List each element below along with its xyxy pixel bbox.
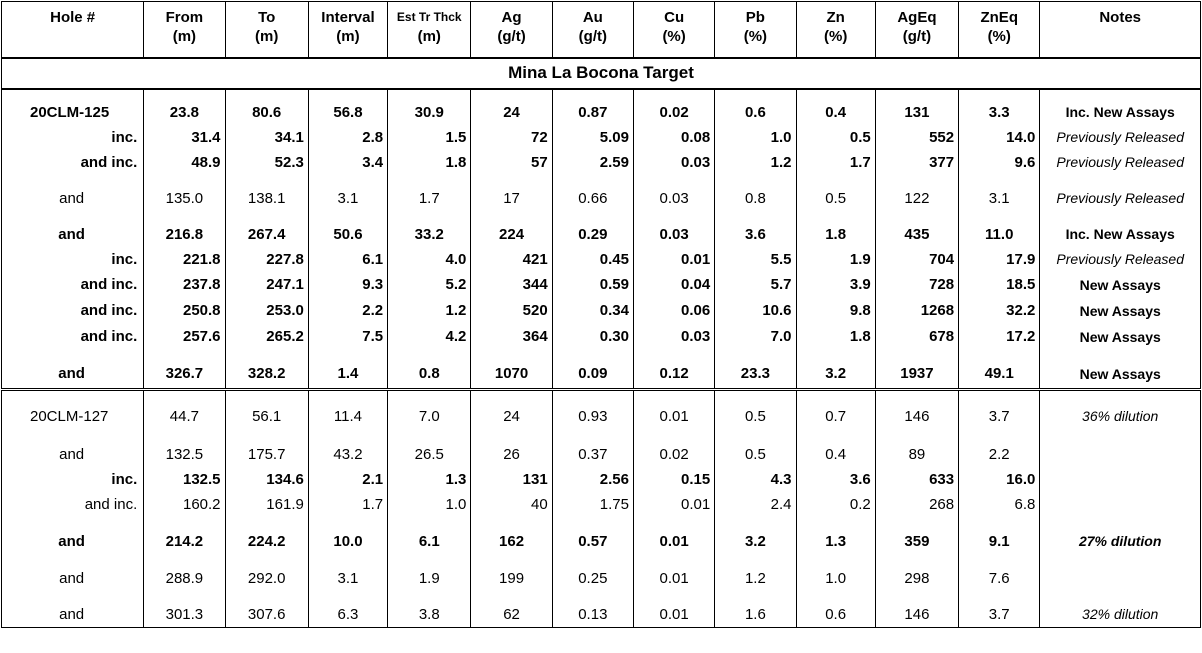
ageq-cell: 633 [875, 467, 958, 492]
ageq-cell: 131 [875, 89, 958, 125]
interval-cell: 6.3 [308, 592, 387, 628]
notes-cell: 27% dilution [1040, 517, 1201, 556]
hole-cell: inc. [2, 125, 144, 150]
zn-cell: 1.8 [796, 324, 875, 350]
cu-cell: 0.01 [633, 556, 714, 592]
ageq-cell: 89 [875, 432, 958, 467]
col-notes: Notes [1040, 2, 1201, 58]
table-row [2, 324, 1201, 350]
thickness-cell: 1.9 [388, 556, 471, 592]
zn-cell: 0.4 [796, 432, 875, 467]
interval-cell: 3.1 [308, 175, 387, 212]
col-cu: Cu (%) [633, 2, 714, 58]
cu-cell: 0.06 [633, 298, 714, 324]
ageq-cell: 146 [875, 390, 958, 432]
hole-cell: and [2, 517, 144, 556]
zneq-cell: 9.1 [959, 517, 1040, 556]
notes-cell [1040, 432, 1201, 467]
cu-cell: 0.01 [633, 390, 714, 432]
thickness-cell: 6.1 [388, 517, 471, 556]
table-row [2, 175, 1201, 212]
interval-cell: 2.2 [308, 298, 387, 324]
table-row [2, 298, 1201, 324]
notes-cell [1040, 556, 1201, 592]
section-title: Mina La Bocona Target [2, 58, 1201, 89]
hole-cell: and [2, 175, 144, 212]
notes-cell: 32% dilution [1040, 592, 1201, 628]
ag-cell: 131 [471, 467, 552, 492]
zn-cell: 0.4 [796, 89, 875, 125]
interval-cell: 50.6 [308, 212, 387, 247]
col-from: From (m) [144, 2, 225, 58]
from-cell: 257.6 [144, 324, 225, 350]
col-est-thickness: Est Tr Thck (m) [388, 2, 471, 58]
au-cell: 1.75 [552, 492, 633, 517]
zn-cell: 1.9 [796, 247, 875, 272]
to-cell: 80.6 [225, 89, 308, 125]
thickness-cell: 1.2 [388, 298, 471, 324]
au-cell: 0.37 [552, 432, 633, 467]
thickness-cell: 7.0 [388, 390, 471, 432]
zneq-cell: 17.9 [959, 247, 1040, 272]
hole-cell: and inc. [2, 492, 144, 517]
au-cell: 0.45 [552, 247, 633, 272]
from-cell: 221.8 [144, 247, 225, 272]
au-cell: 0.59 [552, 272, 633, 298]
pb-cell: 10.6 [715, 298, 796, 324]
col-hole: Hole # [2, 2, 144, 58]
zn-cell: 0.5 [796, 175, 875, 212]
from-cell: 48.9 [144, 150, 225, 175]
to-cell: 134.6 [225, 467, 308, 492]
from-cell: 250.8 [144, 298, 225, 324]
au-cell: 2.59 [552, 150, 633, 175]
zneq-cell: 14.0 [959, 125, 1040, 150]
cu-cell: 0.12 [633, 350, 714, 390]
thickness-cell: 30.9 [388, 89, 471, 125]
section-row [2, 58, 1201, 89]
cu-cell: 0.02 [633, 432, 714, 467]
cu-cell: 0.01 [633, 247, 714, 272]
interval-cell: 3.1 [308, 556, 387, 592]
table-header [2, 2, 1201, 58]
zneq-cell: 16.0 [959, 467, 1040, 492]
pb-cell: 2.4 [715, 492, 796, 517]
from-cell: 326.7 [144, 350, 225, 390]
zn-cell: 1.3 [796, 517, 875, 556]
zn-cell: 0.7 [796, 390, 875, 432]
table-row [2, 150, 1201, 175]
table-row [2, 89, 1201, 125]
from-cell: 288.9 [144, 556, 225, 592]
pb-cell: 5.5 [715, 247, 796, 272]
table-row [2, 467, 1201, 492]
interval-cell: 2.1 [308, 467, 387, 492]
cu-cell: 0.03 [633, 212, 714, 247]
cu-cell: 0.03 [633, 150, 714, 175]
col-interval: Interval (m) [308, 2, 387, 58]
interval-cell: 11.4 [308, 390, 387, 432]
interval-cell: 7.5 [308, 324, 387, 350]
table-row [2, 247, 1201, 272]
zn-cell: 3.2 [796, 350, 875, 390]
au-cell: 0.30 [552, 324, 633, 350]
ageq-cell: 1937 [875, 350, 958, 390]
from-cell: 214.2 [144, 517, 225, 556]
to-cell: 292.0 [225, 556, 308, 592]
cu-cell: 0.01 [633, 592, 714, 628]
zneq-cell: 6.8 [959, 492, 1040, 517]
from-cell: 44.7 [144, 390, 225, 432]
to-cell: 307.6 [225, 592, 308, 628]
notes-cell: 36% dilution [1040, 390, 1201, 432]
pb-cell: 0.8 [715, 175, 796, 212]
notes-cell: New Assays [1040, 324, 1201, 350]
to-cell: 265.2 [225, 324, 308, 350]
hole-cell: inc. [2, 467, 144, 492]
au-cell: 0.57 [552, 517, 633, 556]
ag-cell: 520 [471, 298, 552, 324]
zneq-cell: 32.2 [959, 298, 1040, 324]
ageq-cell: 552 [875, 125, 958, 150]
hole-cell: inc. [2, 247, 144, 272]
ag-cell: 199 [471, 556, 552, 592]
col-ag: Ag (g/t) [471, 2, 552, 58]
zn-cell: 3.9 [796, 272, 875, 298]
ag-cell: 421 [471, 247, 552, 272]
from-cell: 160.2 [144, 492, 225, 517]
thickness-cell: 1.0 [388, 492, 471, 517]
ageq-cell: 359 [875, 517, 958, 556]
ageq-cell: 268 [875, 492, 958, 517]
zneq-cell: 2.2 [959, 432, 1040, 467]
table-row [2, 556, 1201, 592]
from-cell: 135.0 [144, 175, 225, 212]
zneq-cell: 3.7 [959, 592, 1040, 628]
ag-cell: 57 [471, 150, 552, 175]
to-cell: 227.8 [225, 247, 308, 272]
ag-cell: 62 [471, 592, 552, 628]
from-cell: 132.5 [144, 432, 225, 467]
hole-cell: and [2, 212, 144, 247]
from-cell: 23.8 [144, 89, 225, 125]
hole-cell: and [2, 592, 144, 628]
zneq-cell: 7.6 [959, 556, 1040, 592]
au-cell: 0.93 [552, 390, 633, 432]
pb-cell: 5.7 [715, 272, 796, 298]
hole-cell: and [2, 432, 144, 467]
cu-cell: 0.08 [633, 125, 714, 150]
table-row [2, 125, 1201, 150]
thickness-cell: 4.0 [388, 247, 471, 272]
thickness-cell: 5.2 [388, 272, 471, 298]
hole-cell: 20CLM-127 [2, 390, 144, 432]
pb-cell: 1.6 [715, 592, 796, 628]
thickness-cell: 1.5 [388, 125, 471, 150]
table-row [2, 350, 1201, 390]
zn-cell: 3.6 [796, 467, 875, 492]
ag-cell: 224 [471, 212, 552, 247]
pb-cell: 0.6 [715, 89, 796, 125]
ageq-cell: 704 [875, 247, 958, 272]
from-cell: 301.3 [144, 592, 225, 628]
interval-cell: 10.0 [308, 517, 387, 556]
assay-results-table [1, 1, 1201, 628]
col-to: To (m) [225, 2, 308, 58]
hole-cell: and [2, 556, 144, 592]
zneq-cell: 3.1 [959, 175, 1040, 212]
thickness-cell: 4.2 [388, 324, 471, 350]
notes-cell: Inc. New Assays [1040, 89, 1201, 125]
notes-cell: Previously Released [1040, 150, 1201, 175]
ag-cell: 40 [471, 492, 552, 517]
ageq-cell: 1268 [875, 298, 958, 324]
pb-cell: 1.2 [715, 556, 796, 592]
from-cell: 132.5 [144, 467, 225, 492]
notes-cell: New Assays [1040, 298, 1201, 324]
zn-cell: 0.5 [796, 125, 875, 150]
ag-cell: 24 [471, 390, 552, 432]
col-zn: Zn (%) [796, 2, 875, 58]
interval-cell: 9.3 [308, 272, 387, 298]
zneq-cell: 17.2 [959, 324, 1040, 350]
table-row [2, 492, 1201, 517]
ageq-cell: 122 [875, 175, 958, 212]
au-cell: 0.34 [552, 298, 633, 324]
from-cell: 237.8 [144, 272, 225, 298]
table-row [2, 212, 1201, 247]
hole-cell: and inc. [2, 324, 144, 350]
thickness-cell: 0.8 [388, 350, 471, 390]
hole-cell: 20CLM-125 [2, 89, 144, 125]
zneq-cell: 49.1 [959, 350, 1040, 390]
interval-cell: 43.2 [308, 432, 387, 467]
au-cell: 5.09 [552, 125, 633, 150]
zn-cell: 1.0 [796, 556, 875, 592]
pb-cell: 23.3 [715, 350, 796, 390]
thickness-cell: 26.5 [388, 432, 471, 467]
ag-cell: 344 [471, 272, 552, 298]
pb-cell: 0.5 [715, 390, 796, 432]
table-row [2, 432, 1201, 467]
notes-cell: New Assays [1040, 350, 1201, 390]
pb-cell: 4.3 [715, 467, 796, 492]
thickness-cell: 33.2 [388, 212, 471, 247]
notes-cell [1040, 492, 1201, 517]
zn-cell: 1.7 [796, 150, 875, 175]
notes-cell: Inc. New Assays [1040, 212, 1201, 247]
ageq-cell: 377 [875, 150, 958, 175]
notes-cell [1040, 467, 1201, 492]
ageq-cell: 146 [875, 592, 958, 628]
to-cell: 247.1 [225, 272, 308, 298]
to-cell: 253.0 [225, 298, 308, 324]
notes-cell: Previously Released [1040, 247, 1201, 272]
interval-cell: 1.7 [308, 492, 387, 517]
zneq-cell: 11.0 [959, 212, 1040, 247]
ag-cell: 24 [471, 89, 552, 125]
zneq-cell: 3.7 [959, 390, 1040, 432]
cu-cell: 0.15 [633, 467, 714, 492]
cu-cell: 0.01 [633, 492, 714, 517]
zn-cell: 0.6 [796, 592, 875, 628]
ageq-cell: 678 [875, 324, 958, 350]
interval-cell: 56.8 [308, 89, 387, 125]
zn-cell: 0.2 [796, 492, 875, 517]
zn-cell: 9.8 [796, 298, 875, 324]
thickness-cell: 1.7 [388, 175, 471, 212]
ageq-cell: 728 [875, 272, 958, 298]
col-au: Au (g/t) [552, 2, 633, 58]
interval-cell: 2.8 [308, 125, 387, 150]
to-cell: 34.1 [225, 125, 308, 150]
to-cell: 267.4 [225, 212, 308, 247]
hole-cell: and inc. [2, 150, 144, 175]
notes-cell: Previously Released [1040, 125, 1201, 150]
au-cell: 0.09 [552, 350, 633, 390]
cu-cell: 0.03 [633, 324, 714, 350]
cu-cell: 0.03 [633, 175, 714, 212]
au-cell: 0.29 [552, 212, 633, 247]
interval-cell: 6.1 [308, 247, 387, 272]
pb-cell: 7.0 [715, 324, 796, 350]
table-row [2, 592, 1201, 628]
ag-cell: 26 [471, 432, 552, 467]
ag-cell: 162 [471, 517, 552, 556]
notes-cell: New Assays [1040, 272, 1201, 298]
zneq-cell: 9.6 [959, 150, 1040, 175]
table-body [2, 58, 1201, 628]
pb-cell: 1.2 [715, 150, 796, 175]
thickness-cell: 1.3 [388, 467, 471, 492]
hole-cell: and inc. [2, 298, 144, 324]
from-cell: 216.8 [144, 212, 225, 247]
interval-cell: 3.4 [308, 150, 387, 175]
to-cell: 328.2 [225, 350, 308, 390]
hole-cell: and inc. [2, 272, 144, 298]
hole-cell: and [2, 350, 144, 390]
to-cell: 175.7 [225, 432, 308, 467]
ageq-cell: 298 [875, 556, 958, 592]
notes-cell: Previously Released [1040, 175, 1201, 212]
from-cell: 31.4 [144, 125, 225, 150]
to-cell: 161.9 [225, 492, 308, 517]
to-cell: 52.3 [225, 150, 308, 175]
pb-cell: 3.2 [715, 517, 796, 556]
thickness-cell: 3.8 [388, 592, 471, 628]
ag-cell: 364 [471, 324, 552, 350]
au-cell: 2.56 [552, 467, 633, 492]
zneq-cell: 3.3 [959, 89, 1040, 125]
ag-cell: 72 [471, 125, 552, 150]
pb-cell: 3.6 [715, 212, 796, 247]
to-cell: 224.2 [225, 517, 308, 556]
pb-cell: 0.5 [715, 432, 796, 467]
ag-cell: 1070 [471, 350, 552, 390]
zneq-cell: 18.5 [959, 272, 1040, 298]
col-pb: Pb (%) [715, 2, 796, 58]
interval-cell: 1.4 [308, 350, 387, 390]
cu-cell: 0.01 [633, 517, 714, 556]
cu-cell: 0.04 [633, 272, 714, 298]
col-ageq: AgEq (g/t) [875, 2, 958, 58]
zn-cell: 1.8 [796, 212, 875, 247]
table-row [2, 272, 1201, 298]
cu-cell: 0.02 [633, 89, 714, 125]
au-cell: 0.25 [552, 556, 633, 592]
thickness-cell: 1.8 [388, 150, 471, 175]
to-cell: 56.1 [225, 390, 308, 432]
ageq-cell: 435 [875, 212, 958, 247]
table-row [2, 517, 1201, 556]
au-cell: 0.66 [552, 175, 633, 212]
table-row [2, 390, 1201, 432]
to-cell: 138.1 [225, 175, 308, 212]
au-cell: 0.87 [552, 89, 633, 125]
au-cell: 0.13 [552, 592, 633, 628]
ag-cell: 17 [471, 175, 552, 212]
col-zneq: ZnEq (%) [959, 2, 1040, 58]
pb-cell: 1.0 [715, 125, 796, 150]
